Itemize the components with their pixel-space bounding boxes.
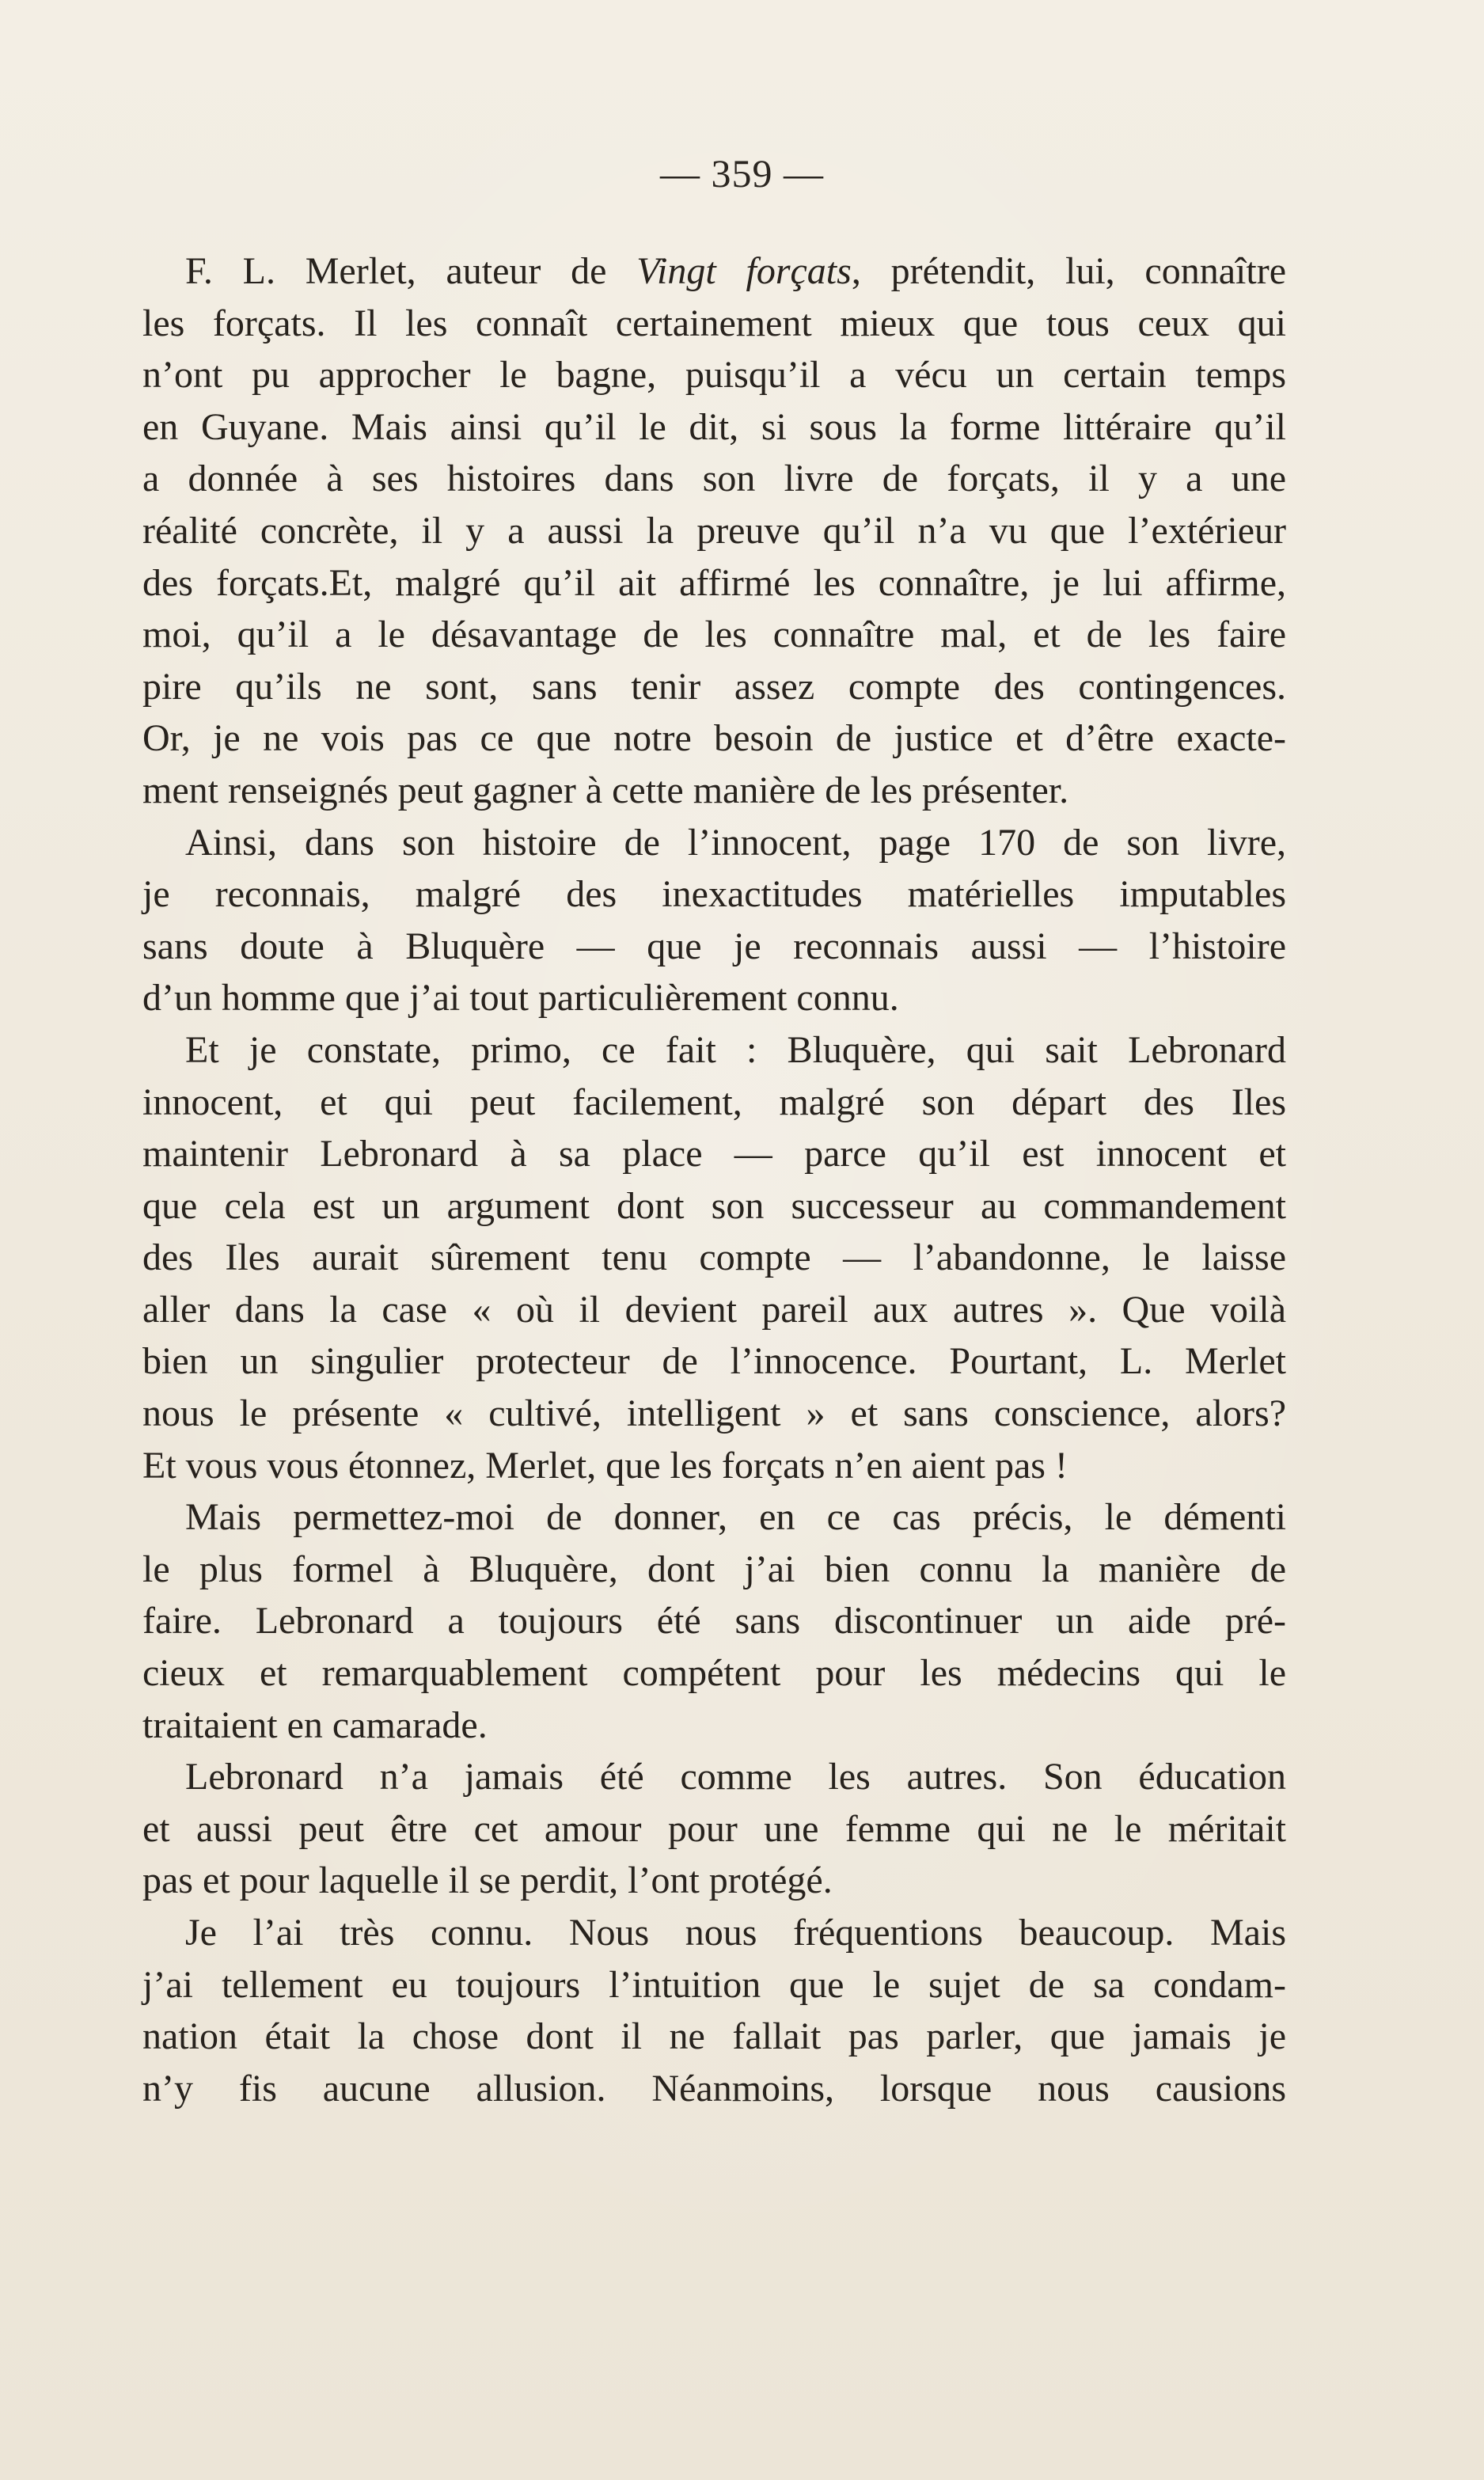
text-line: je reconnais, malgré des inexactitudes matérielles imputables	[142, 873, 1286, 916]
text-line: n’y fis aucune allusion. Néanmoins, lorsque nous causions	[142, 2067, 1286, 2110]
text-line: des forçats.Et, malgré qu’il ait affirmé les connaître, je lui affirme,	[142, 561, 1286, 604]
text-line: pire qu’ils ne sont, sans tenir assez compte des contingences.	[142, 665, 1286, 708]
text-line: nous le présente « cultivé, intelligent » et sans conscience, alors?	[142, 1392, 1286, 1435]
text-line: aller dans la case « où il devient pareil aux autres ». Que voilà	[142, 1288, 1286, 1331]
text-line: nation était la chose dont il ne fallait pas parler, que jamais je	[142, 2015, 1286, 2058]
body-text	[142, 245, 1286, 2114]
text-line: Mais permettez-moi de donner, en ce cas précis, le démenti	[185, 1496, 1286, 1539]
paragraph	[142, 817, 1286, 1024]
paragraph	[142, 1907, 1286, 2114]
text-line: sans doute à Bluquère — que je reconnais aussi — l’histoire	[142, 925, 1286, 967]
text-line: réalité concrète, il y a aussi la preuve qu’il n’a vu que l’extérieur	[142, 509, 1286, 552]
text-line: Et vous vous étonnez, Merlet, que les forçats n’en aient pas !	[142, 1444, 1068, 1487]
text-line: F. L. Merlet, auteur de Vingt forçats, prétendit, lui, connaître	[185, 250, 1286, 292]
text-line: Et je constate, primo, ce fait : Bluquère, qui sait Lebronard	[185, 1028, 1286, 1071]
text-line: pas et pour laquelle il se perdit, l’ont protégé.	[142, 1859, 833, 1902]
text-line: traitaient en camarade.	[142, 1703, 488, 1746]
text-line: que cela est un argument dont son successeur au commandement	[142, 1184, 1286, 1227]
paragraph	[142, 1491, 1286, 1751]
text-line: des Iles aurait sûrement tenu compte — l’abandonne, le laisse	[142, 1236, 1286, 1279]
text-line: Je l’ai très connu. Nous nous fréquentions beaucoup. Mais	[185, 1912, 1286, 1954]
text-line: Lebronard n’a jamais été comme les autres. Son éducation	[185, 1756, 1286, 1798]
text-line: cieux et remarquablement compétent pour les médecins qui le	[142, 1652, 1286, 1695]
text-line: d’un homme que j’ai tout particulièrement connu.	[142, 977, 899, 1020]
paragraph	[142, 245, 1286, 817]
text-line: faire. Lebronard a toujours été sans discontinuer un aide pré-	[142, 1600, 1286, 1643]
text-line: Ainsi, dans son histoire de l’innocent, page 170 de son livre,	[185, 821, 1286, 864]
text-line: en Guyane. Mais ainsi qu’il le dit, si sous la forme littéraire qu’il	[142, 405, 1286, 448]
text-line: Or, je ne vois pas ce que notre besoin de justice et d’être exacte-	[142, 717, 1286, 760]
text-line: maintenir Lebronard à sa place — parce qu’il est innocent et	[142, 1133, 1286, 1175]
text-line: n’ont pu approcher le bagne, puisqu’il a vécu un certain temps	[142, 354, 1286, 397]
text-line: moi, qu’il a le désavantage de les connaître mal, et de les faire	[142, 613, 1286, 656]
text-line: le plus formel à Bluquère, dont j’ai bien connu la manière de	[142, 1548, 1286, 1590]
page-number: — 359 —	[660, 151, 824, 196]
text-line: les forçats. Il les connaît certainement mieux que tous ceux qui	[142, 302, 1286, 344]
paragraph	[142, 1024, 1286, 1491]
text-line: bien un singulier protecteur de l’innocence. Pourtant, L. Merlet	[142, 1340, 1286, 1383]
paragraph	[142, 1751, 1286, 1907]
text-line: j’ai tellement eu toujours l’intuition que le sujet de sa condam-	[142, 1963, 1286, 2006]
text-line: ment renseignés peut gagner à cette manière de les présenter.	[142, 769, 1069, 811]
text-line: a donnée à ses histoires dans son livre de forçats, il y a une	[142, 458, 1286, 500]
text-line: et aussi peut être cet amour pour une femme qui ne le méritait	[142, 1807, 1286, 1850]
text-line: innocent, et qui peut facilement, malgré son départ des Iles	[142, 1080, 1286, 1123]
book-title: Vingt forçats	[636, 250, 852, 292]
